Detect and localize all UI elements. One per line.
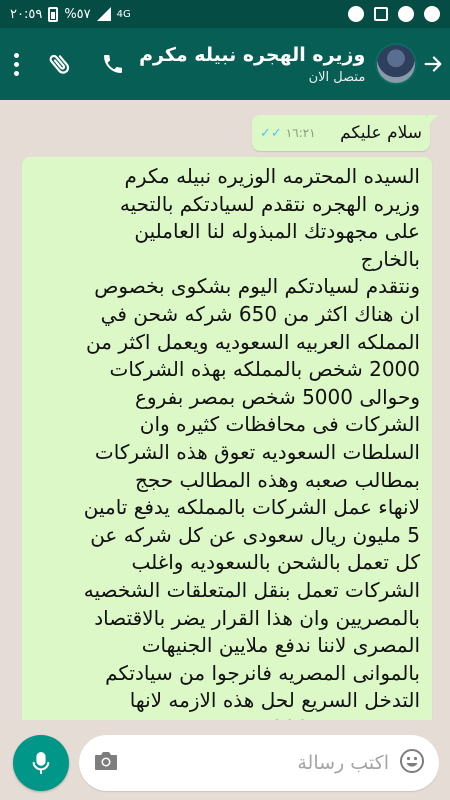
camera-icon[interactable] bbox=[93, 750, 119, 776]
chat-toolbar bbox=[0, 28, 450, 100]
notification-icon bbox=[348, 6, 364, 22]
mic-button[interactable] bbox=[13, 735, 69, 791]
message-text: السيده المحترمه الوزيره نبيله مكرم وزيره الهجره نتقدم لسيادتكم بالتحيه على مجهودتك المبذوله لنا العاملين بالخارج ونتقدم لسيادتكم اليوم بشكوى بخصوص ان هناك اكثر من 650 شركه شحن في المملكه العربيه السعوديه ويعمل اكثر من 2000 شخص بالمملكه بهذه الشركات وحوالى 5000 شخص بمصر بفروع الشركات فى محافظات كثيره وان السلطات السعوديه تعوق هذه الشركات بمطالب صعبه وهذه المطالب حجج لانهاء عمل الشركات بالمملكه يدفع تامين 5 مليون ريال سعودى عن كل شركه عن كل تعمل بالشحن بالسعوديه واغلب الشركات تعمل بنقل المتعلقات الشخصيه بالمصريين وان هذا القرار يضر بالاقتصاد المصرى لاننا ندفع ملايين الجنيهات بالموانى المصريه فانرجوا من سيادتكم التدخل السريع لحل هذه الازمه لانها bbox=[83, 164, 420, 713]
clock: ٢٠:٥٩ bbox=[10, 6, 43, 22]
attach-icon[interactable] bbox=[33, 28, 86, 100]
network-type: 4G bbox=[116, 8, 131, 20]
chat-icon bbox=[398, 6, 414, 22]
message-input[interactable] bbox=[125, 752, 389, 774]
contact-info[interactable] bbox=[139, 44, 375, 85]
compose-bar bbox=[0, 720, 450, 800]
contact-name: وزيره الهجره نبيله مكرم bbox=[139, 43, 366, 66]
message-time: ١٦:٢١ bbox=[285, 126, 316, 140]
more-vert-icon[interactable] bbox=[0, 28, 33, 100]
battery-percent: %٥٧ bbox=[64, 6, 91, 22]
whatsapp-icon bbox=[424, 6, 440, 22]
phone-icon[interactable] bbox=[86, 28, 139, 100]
message-list[interactable] bbox=[0, 100, 450, 720]
message-text: سلام عليكم bbox=[340, 123, 422, 143]
message-bubble[interactable] bbox=[22, 157, 432, 757]
signal-icon bbox=[97, 7, 111, 21]
status-bar bbox=[0, 0, 450, 28]
read-receipt-icon: ✓✓ bbox=[260, 125, 282, 141]
message-bubble[interactable] bbox=[252, 115, 430, 151]
avatar[interactable] bbox=[375, 43, 416, 85]
gallery-icon bbox=[374, 7, 388, 21]
emoji-icon[interactable] bbox=[399, 748, 425, 778]
mic-icon bbox=[30, 750, 52, 776]
battery-icon bbox=[48, 7, 58, 22]
message-field bbox=[79, 735, 439, 791]
contact-status: متصل الان bbox=[308, 69, 366, 85]
arrow-back-icon[interactable] bbox=[421, 28, 446, 100]
